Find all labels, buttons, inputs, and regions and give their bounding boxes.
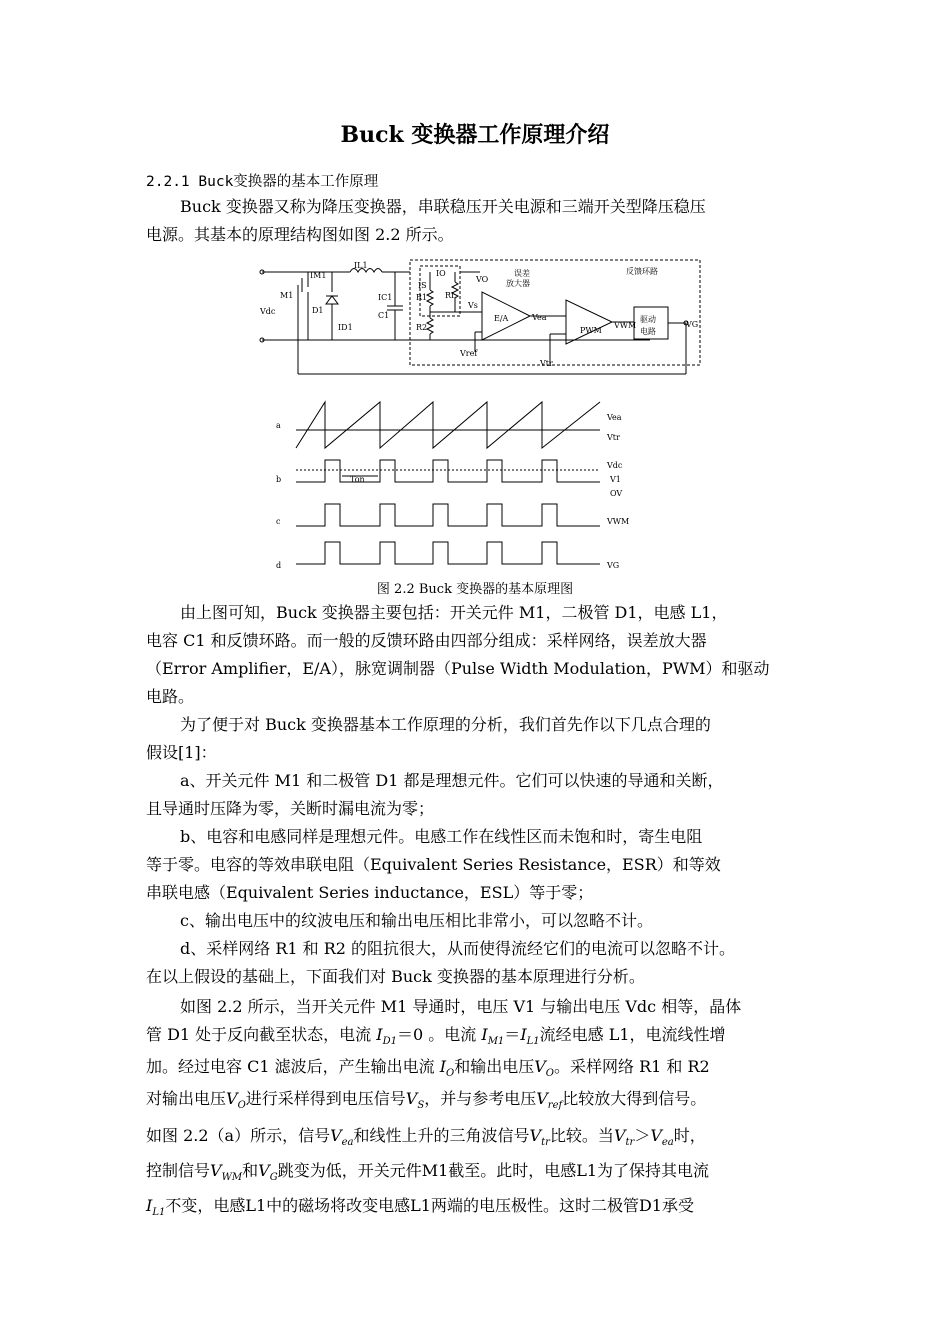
label-id1: ID1 xyxy=(338,323,353,332)
label-feedback: 反馈环路 xyxy=(626,267,658,276)
label-vs: Vs xyxy=(468,301,478,310)
wl-ov: OV xyxy=(610,489,623,498)
analysis-line-7: $I_{L1}$不变，电感L1中的磁场将改变电感L1两端的电压极性。这时二极管D1承受 xyxy=(146,1196,694,1219)
label-driver-2: 电路 xyxy=(640,327,656,336)
wave-d xyxy=(296,542,600,564)
wl-b: b xyxy=(276,475,282,484)
assumption-b-3: 串联电感（Equivalent Series inductance，ESL）等于零； xyxy=(146,883,594,902)
label-ea: E/A xyxy=(494,314,509,323)
section-heading: 2.2.1 Buck变换器的基本工作原理 xyxy=(146,174,379,190)
label-vdc: Vdc xyxy=(260,307,276,316)
assumption-c: c、输出电压中的纹波电压和输出电压相比非常小，可以忽略不计。 xyxy=(180,911,653,930)
para1-line-1: 由上图可知，Buck 变换器主要包括：开关元件 M1，二极管 D1，电感 L1， xyxy=(180,603,728,622)
assumption-a-1: a、开关元件 M1 和二极管 D1 都是理想元件。它们可以快速的导通和关断， xyxy=(180,771,724,790)
assumption-d: d、采样网络 R1 和 R2 的阻抗很大，从而使得流经它们的电流可以忽略不计。 xyxy=(180,939,736,958)
wl-vwm: VWM xyxy=(607,517,630,526)
analysis-line-4: 对输出电压$V_O$进行采样得到电压信号$V_S$，并与参考电压$V_{ref}$比较放大得到信号。 xyxy=(146,1089,707,1112)
intro-line-2: 电源。其基本的原理结构图如图 2.2 所示。 xyxy=(146,225,454,244)
circuit-labels xyxy=(259,261,698,368)
waveform-labels xyxy=(276,413,629,570)
analysis-line-3: 加。经过电容 C1 滤波后，产生输出电流 $I_O$和输出电压$V_O$。采样网络 R1 和 R2 xyxy=(146,1057,710,1080)
buck-circuit-diagram xyxy=(250,252,710,380)
triangle-wave xyxy=(296,402,600,448)
wave-b xyxy=(296,460,600,482)
intro-line-1: Buck 变换器又称为降压变换器，串联稳压开关电源和三端开关型降压稳压 xyxy=(180,197,706,216)
label-io: IO xyxy=(436,269,446,278)
label-err-amp-1: 误差 xyxy=(514,269,530,278)
label-vtr: Vtr xyxy=(540,359,553,368)
para1-line-3: （Error Amplifier，E/A），脉宽调制器（Pulse Width Modulation，PWM）和驱动 xyxy=(146,659,770,678)
wl-vtr: Vtr xyxy=(607,433,620,442)
label-err-amp-2: 放大器 xyxy=(506,279,530,288)
label-rl: RL xyxy=(445,291,457,300)
wl-a: a xyxy=(276,421,281,430)
label-driver-1: 驱动 xyxy=(640,315,656,324)
diode-d1 xyxy=(326,296,338,304)
wl-v1: V1 xyxy=(610,475,621,484)
page-title: Buck 变换器工作原理介绍 xyxy=(340,122,610,148)
label-vo: VO xyxy=(476,275,489,284)
label-m1: M1 xyxy=(280,291,294,300)
assumption-b-2: 等于零。电容的等效串联电阻（Equivalent Series Resistance，ESR）和等效 xyxy=(146,855,721,874)
figure-caption: 图 2.2 Buck 变换器的基本原理图 xyxy=(376,582,574,597)
wave-c xyxy=(296,504,600,526)
waveform-diagram xyxy=(270,390,640,572)
resistor-r1 xyxy=(427,290,433,306)
resistor-r2 xyxy=(427,318,433,334)
wl-vg: VG xyxy=(607,561,620,570)
label-r2: R2 xyxy=(416,323,428,332)
wl-d: d xyxy=(276,561,282,570)
pwm-comparator xyxy=(566,300,612,344)
analysis-intro: 在以上假设的基础上，下面我们对 Buck 变换器的基本原理进行分析。 xyxy=(146,967,645,986)
label-r1: R1 xyxy=(416,293,428,302)
wl-vea: Vea xyxy=(607,413,622,422)
analysis-line-6: 控制信号$V_{WM}$和$V_G$跳变为低，开关元件M1截至。此时，电感L1为了保持其电流 xyxy=(146,1161,710,1184)
label-vwm: VWM xyxy=(614,321,637,330)
para1-line-4: 电路。 xyxy=(146,687,195,706)
analysis-line-5: 如图 2.2（a）所示，信号$V_{ea}$和线性上升的三角波信号$V_{tr}$比较。当$V_{tr}>V_{ea}$时， xyxy=(146,1126,706,1149)
label-il1: IL1 xyxy=(354,261,368,270)
para1-line-2: 电容 C1 和反馈环路。而一般的反馈环路由四部分组成：采样网络，误差放大器 xyxy=(146,631,707,650)
label-c1: C1 xyxy=(378,311,390,320)
label-vg: VG xyxy=(686,320,699,329)
label-ic1: IC1 xyxy=(378,293,393,302)
assumption-a-2: 且导通时压降为零，关断时漏电流为零； xyxy=(146,799,435,818)
wl-vdc: Vdc xyxy=(607,461,623,470)
assumption-b-1: b、电容和电感同样是理想元件。电感工作在线性区而未饱和时，寄生电阻 xyxy=(180,827,703,846)
para2-line-2: 假设[1]： xyxy=(146,743,217,762)
label-vea: Vea xyxy=(532,313,547,322)
wl-c: c xyxy=(276,517,281,526)
wl-ton: Ton xyxy=(350,475,365,484)
label-vref: Vref xyxy=(460,349,478,358)
label-pwm: PWM xyxy=(580,326,602,335)
analysis-line-2: 管 D1 处于反向截至状态，电流 $I_{D1}=0$ 。电流 $I_{M1}=I_{L1}$流经电感 L1，电流线性增 xyxy=(146,1025,726,1048)
para2-line-1: 为了便于对 Buck 变换器基本工作原理的分析，我们首先作以下几点合理的 xyxy=(180,715,711,734)
label-is: IS xyxy=(418,281,427,290)
analysis-line-1: 如图 2.2 所示，当开关元件 M1 导通时，电压 V1 与输出电压 Vdc 相等，晶体 xyxy=(180,997,742,1016)
label-d1: D1 xyxy=(312,306,324,315)
label-im1: IM1 xyxy=(310,271,327,280)
